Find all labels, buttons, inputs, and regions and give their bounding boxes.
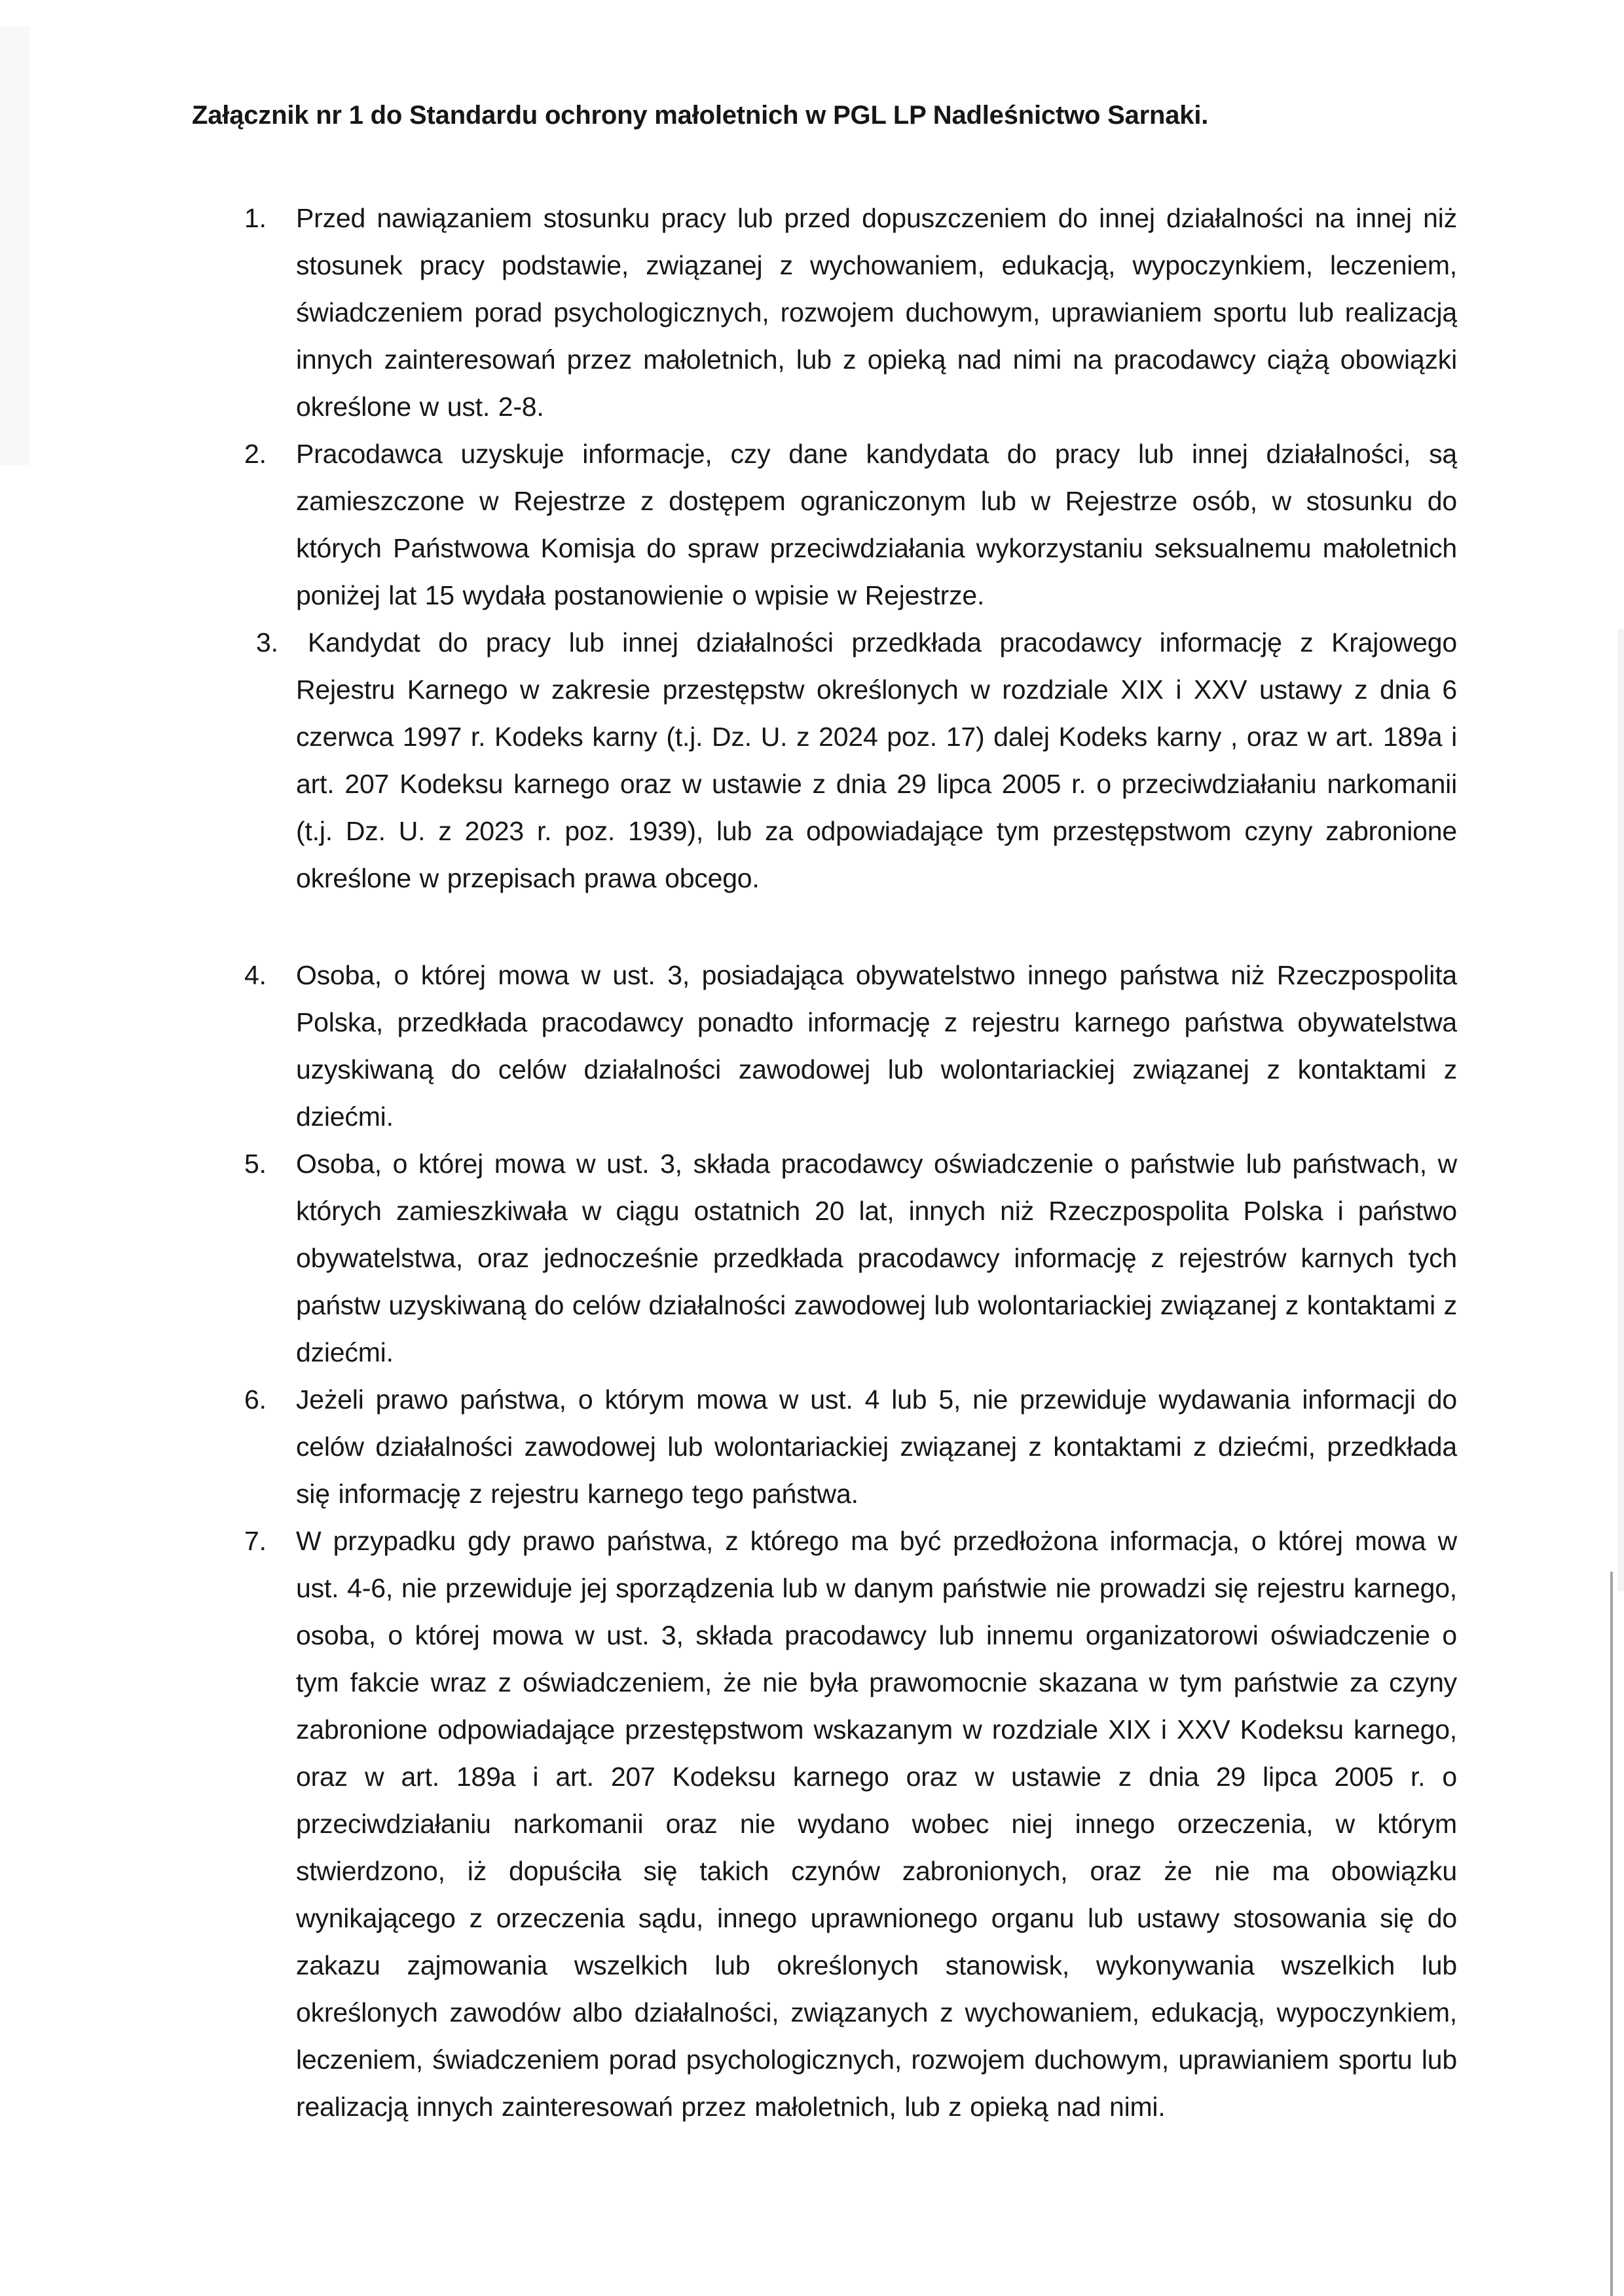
item-text: Jeżeli prawo państwa, o którym mowa w ust. 4 lub 5, nie przewiduje wydawania informacji do celów działalności zawodowej lub wolontariackiej związanej z kontaktami z dziećmi, przedkłada się informację z rejestru karnego tego państwa. xyxy=(296,1384,1457,1509)
list-item xyxy=(192,1376,1457,1517)
list-item xyxy=(192,430,1457,619)
item-number: 3. xyxy=(256,627,278,657)
item-number: 5. xyxy=(244,1149,267,1179)
item-text: Osoba, o której mowa w ust. 3, składa pracodawcy oświadczenie o państwie lub państwach, w których zamieszkiwała w ciągu ostatnich 20 lat, innych niż Rzeczpospolita Polska i państwo obywatelstwa, oraz jednocześnie przedkłada pracodawcy informację z rejestrów karnych tych państw uzyskiwaną do celów działalności zawodowej lub wolontariackiej związanej z kontaktami z dziećmi. xyxy=(296,1149,1457,1367)
item-number: 4. xyxy=(244,960,267,990)
scan-artifact-right-strip xyxy=(1617,629,1624,1591)
item-text: Osoba, o której mowa w ust. 3, posiadająca obywatelstwo innego państwa niż Rzeczpospolita Polska, przedkłada pracodawcy ponadto informację z rejestru karnego państwa obywatelstwa uzyskiwaną do celów działalności zawodowej lub wolontariackiej związanej z kontaktami z dziećmi. xyxy=(296,960,1457,1132)
numbered-list xyxy=(192,194,1457,2130)
item-number: 2. xyxy=(244,439,267,469)
list-item xyxy=(192,194,1457,430)
scan-artifact-right-line xyxy=(1610,1572,1613,2296)
list-item xyxy=(192,1140,1457,1376)
item-text: Kandydat do pracy lub innej działalności przedkłada pracodawcy informację z Krajowego Rejestru Karnego w zakresie przestępstw określonych w rozdziale XIX i XXV ustawy z dnia 6 czerwca 1997 r. Kodeks karny (t.j. Dz. U. z 2024 poz. 17) dalej Kodeks karny , oraz w art. 189a i art. 207 Kodeksu karnego oraz w ustawie z dnia 29 lipca 2005 r. o przeciwdziałaniu narkomanii (t.j. Dz. U. z 2023 r. poz. 1939), lub za odpowiadające tym przestępstwom czyny zabronione określone w przepisach prawa obcego. xyxy=(296,627,1457,893)
item-text: W przypadku gdy prawo państwa, z którego ma być przedłożona informacja, o której mowa w ust. 4-6, nie przewiduje jej sporządzenia lub w danym państwie nie prowadzi się rejestru karnego, osoba, o której mowa w ust. 3, składa pracodawcy lub innemu organizatorowi oświadczenie o tym fakcie wraz z oświadczeniem, że nie była prawomocnie skazana w tym państwie za czyny zabronione odpowiadające przestępstwom wskazanym w rozdziale XIX i XXV Kodeksu karnego, oraz w art. 189a i art. 207 Kodeksu karnego oraz w ustawie z dnia 29 lipca 2005 r. o przeciwdziałaniu narkomanii oraz nie wydano wobec niej innego orzeczenia, w którym stwierdzono, iż dopuściła się takich czynów zabronionych, oraz że nie ma obowiązku wynikającego z orzeczenia sądu, innego uprawnionego organu lub ustawy stosowania się do zakazu zajmowania wszelkich lub określonych stanowisk, wykonywania wszelkich lub określonych zawodów albo działalności, związanych z wychowaniem, edukacją, wypoczynkiem, leczeniem, świadczeniem porad psychologicznych, rozwojem duchowym, uprawianiem sportu lub realizacją innych zainteresowań przez małoletnich, lub z opieką nad nimi. xyxy=(296,1526,1457,2122)
document-title: Załącznik nr 1 do Standardu ochrony małoletnich w PGL LP Nadleśnictwo Sarnaki. xyxy=(192,101,1209,130)
item-text: Pracodawca uzyskuje informacje, czy dane kandydata do pracy lub innej działalności, są zamieszczone w Rejestrze z dostępem ograniczonym lub w Rejestrze osób, w stosunku do których Państwowa Komisja do spraw przeciwdziałania wykorzystaniu seksualnemu małoletnich poniżej lat 15 wydała postanowienie o wpisie w Rejestrze. xyxy=(296,439,1457,610)
item-number: 1. xyxy=(244,203,267,233)
item-number: 7. xyxy=(244,1526,267,1556)
list-item xyxy=(192,1517,1457,2130)
item-text: Przed nawiązaniem stosunku pracy lub przed dopuszczeniem do innej działalności na innej niż stosunek pracy podstawie, związanej z wychowaniem, edukacją, wypoczynkiem, leczeniem, świadczeniem porad psychologicznych, rozwojem duchowym, uprawianiem sportu lub realizacją innych zainteresowań przez małoletnich, lub z opieką nad nimi na pracodawcy ciążą obowiązki określone w ust. 2-8. xyxy=(296,203,1457,422)
list-item xyxy=(192,952,1457,1140)
item-number: 6. xyxy=(244,1384,267,1415)
list-item xyxy=(192,619,1457,902)
scan-artifact-left-strip xyxy=(0,26,30,465)
